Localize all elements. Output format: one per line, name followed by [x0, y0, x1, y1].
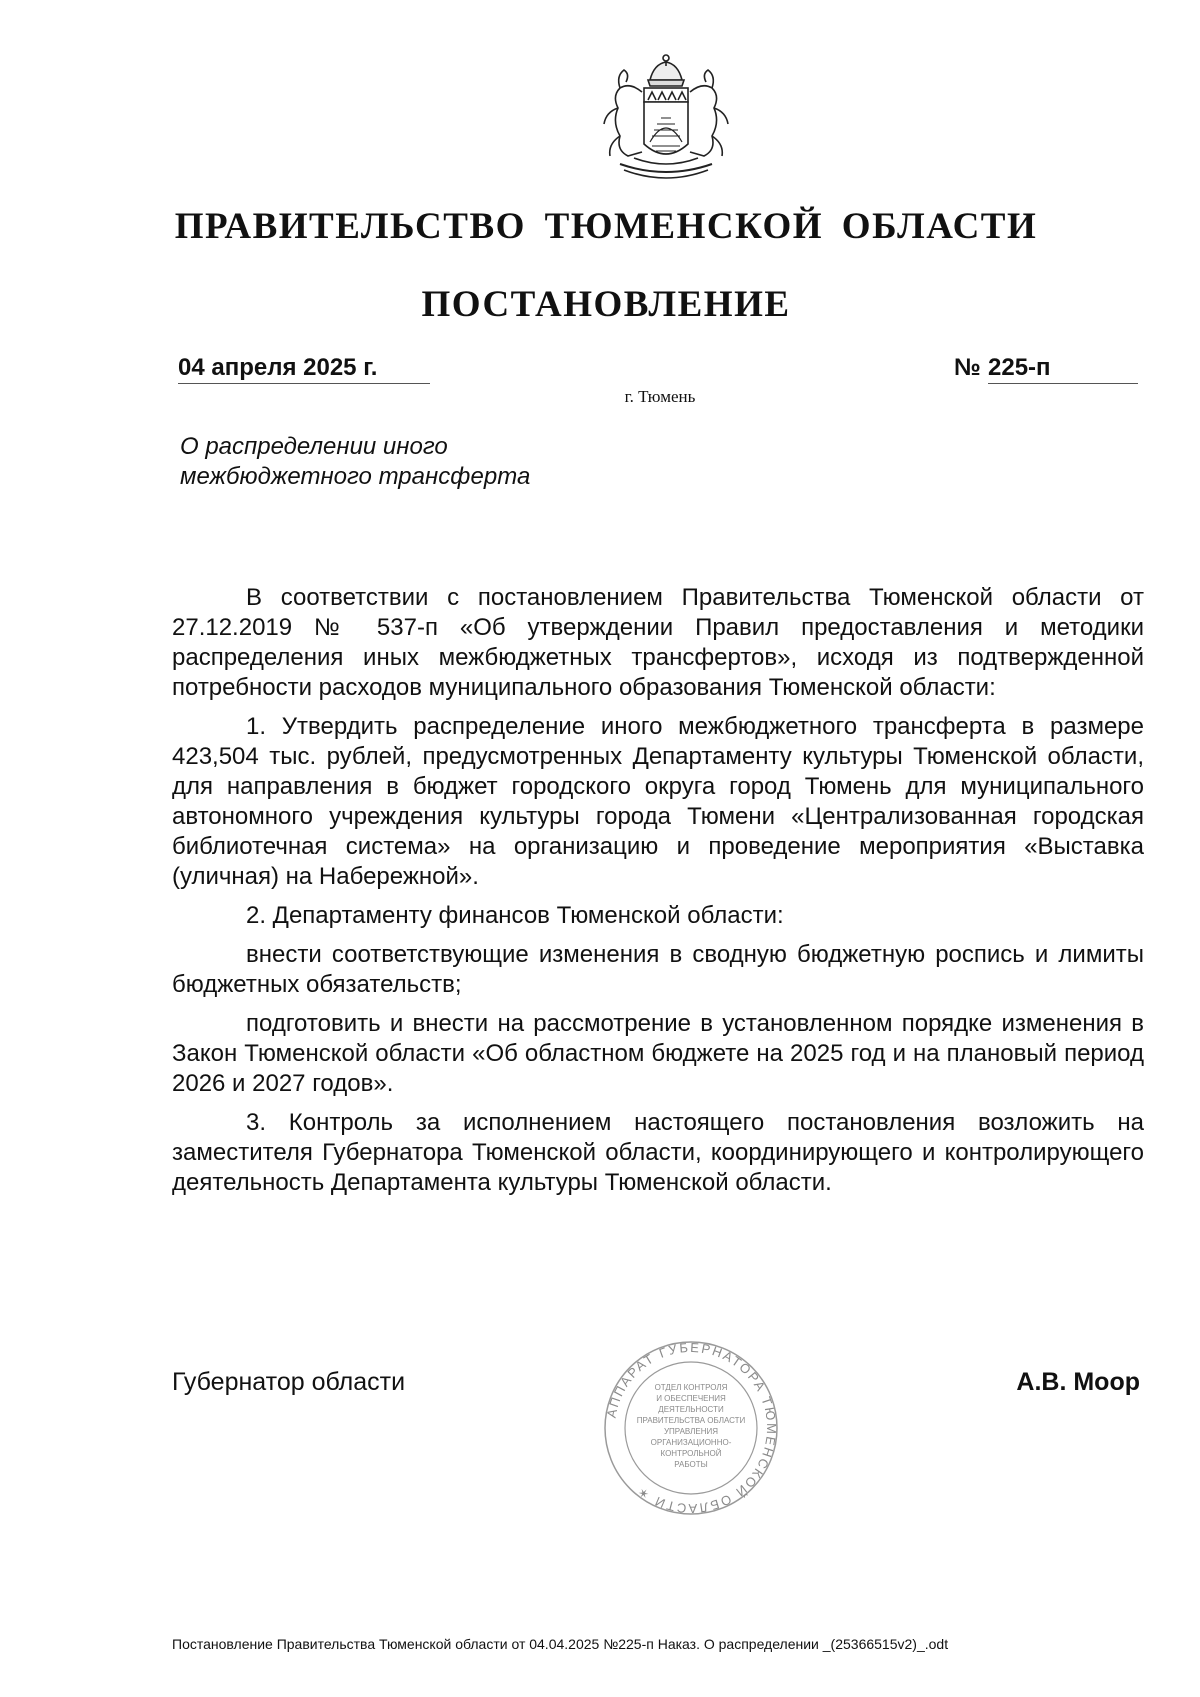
signatory-name: А.В. Моор	[1016, 1368, 1140, 1396]
subject-line: межбюджетного трансферта	[180, 463, 531, 490]
svg-text:ОРГАНИЗАЦИОННО-: ОРГАНИЗАЦИОННО-	[650, 1438, 732, 1447]
svg-text:ОТДЕЛ КОНТРОЛЯ: ОТДЕЛ КОНТРОЛЯ	[654, 1383, 728, 1392]
svg-text:И ОБЕСПЕЧЕНИЯ: И ОБЕСПЕЧЕНИЯ	[656, 1394, 726, 1403]
paragraph: 1. Утвердить распределение иного межбюджетного трансферта в размере 423,504 тыс. рублей, предусмотренных Департаменту культуры Тюменской области, для направления в бюджет городского округа город Тюмень для муниципального автономного учреждения культуры города Тюмени «Централизованная городская библиотечная система» на организацию и проведение мероприятия «Выставка (уличная) на Набережной».	[172, 713, 1144, 890]
paragraph: В соответствии с постановлением Правительства Тюменской области от 27.12.2019 № 537-п «Об утверждении Правил предоставления и методики распределения иных межбюджетных трансфертов», исходя из подтвержденной потребности расходов муниципального образования Тюменской области:	[172, 584, 1144, 701]
paragraph: подготовить и внести на рассмотрение в установленном порядке изменения в Закон Тюменской области «Об областном бюджете на 2025 год и на плановый период 2026 и 2027 годов».	[172, 1010, 1144, 1097]
svg-text:КОНТРОЛЬНОЙ: КОНТРОЛЬНОЙ	[660, 1449, 722, 1458]
document-subject	[180, 432, 640, 492]
svg-text:РАБОТЫ: РАБОТЫ	[674, 1460, 708, 1469]
paragraph: 2. Департаменту финансов Тюменской области:	[246, 902, 784, 929]
svg-text:ДЕЯТЕЛЬНОСТИ: ДЕЯТЕЛЬНОСТИ	[658, 1405, 724, 1414]
coat-of-arms-icon	[590, 52, 742, 188]
document-body	[172, 583, 1144, 1207]
document-number: 225-п	[988, 354, 1138, 384]
paragraph: 3. Контроль за исполнением настоящего постановления возложить на заместителя Губернатора Тюменской области, координирующего и контролирующего деятельность Департамента культуры Тюменской области.	[172, 1109, 1144, 1196]
svg-text:АППАРАТ ГУБЕРНАТОРА ТЮМЕНСКОЙ: АППАРАТ ГУБЕРНАТОРА ТЮМЕНСКОЙ ОБЛАСТИ ✶	[603, 1340, 779, 1516]
document-type: ПОСТАНОВЛЕНИЕ	[421, 284, 791, 325]
paragraph: внести соответствующие изменения в сводную бюджетную роспись и лимиты бюджетных обязательств;	[172, 941, 1144, 998]
svg-text:ПРАВИТЕЛЬСТВА ОБЛАСТИ: ПРАВИТЕЛЬСТВА ОБЛАСТИ	[636, 1416, 746, 1425]
subject-line: О распределении иного	[180, 433, 448, 460]
seal-stamp	[603, 1340, 779, 1516]
number-sign: №	[954, 354, 981, 381]
svg-text:УПРАВЛЕНИЯ: УПРАВЛЕНИЯ	[663, 1427, 719, 1436]
document-date: 04 апреля 2025 г.	[178, 354, 430, 384]
document-city: г. Тюмень	[624, 387, 696, 406]
signatory-position: Губернатор области	[172, 1368, 406, 1396]
document-footer: Постановление Правительства Тюменской области от 04.04.2025 №225-п Наказ. О распределении _(25366515v2)_.odt	[172, 1636, 949, 1652]
government-title: ПРАВИТЕЛЬСТВО ТЮМЕНСКОЙ ОБЛАСТИ	[174, 206, 1038, 247]
